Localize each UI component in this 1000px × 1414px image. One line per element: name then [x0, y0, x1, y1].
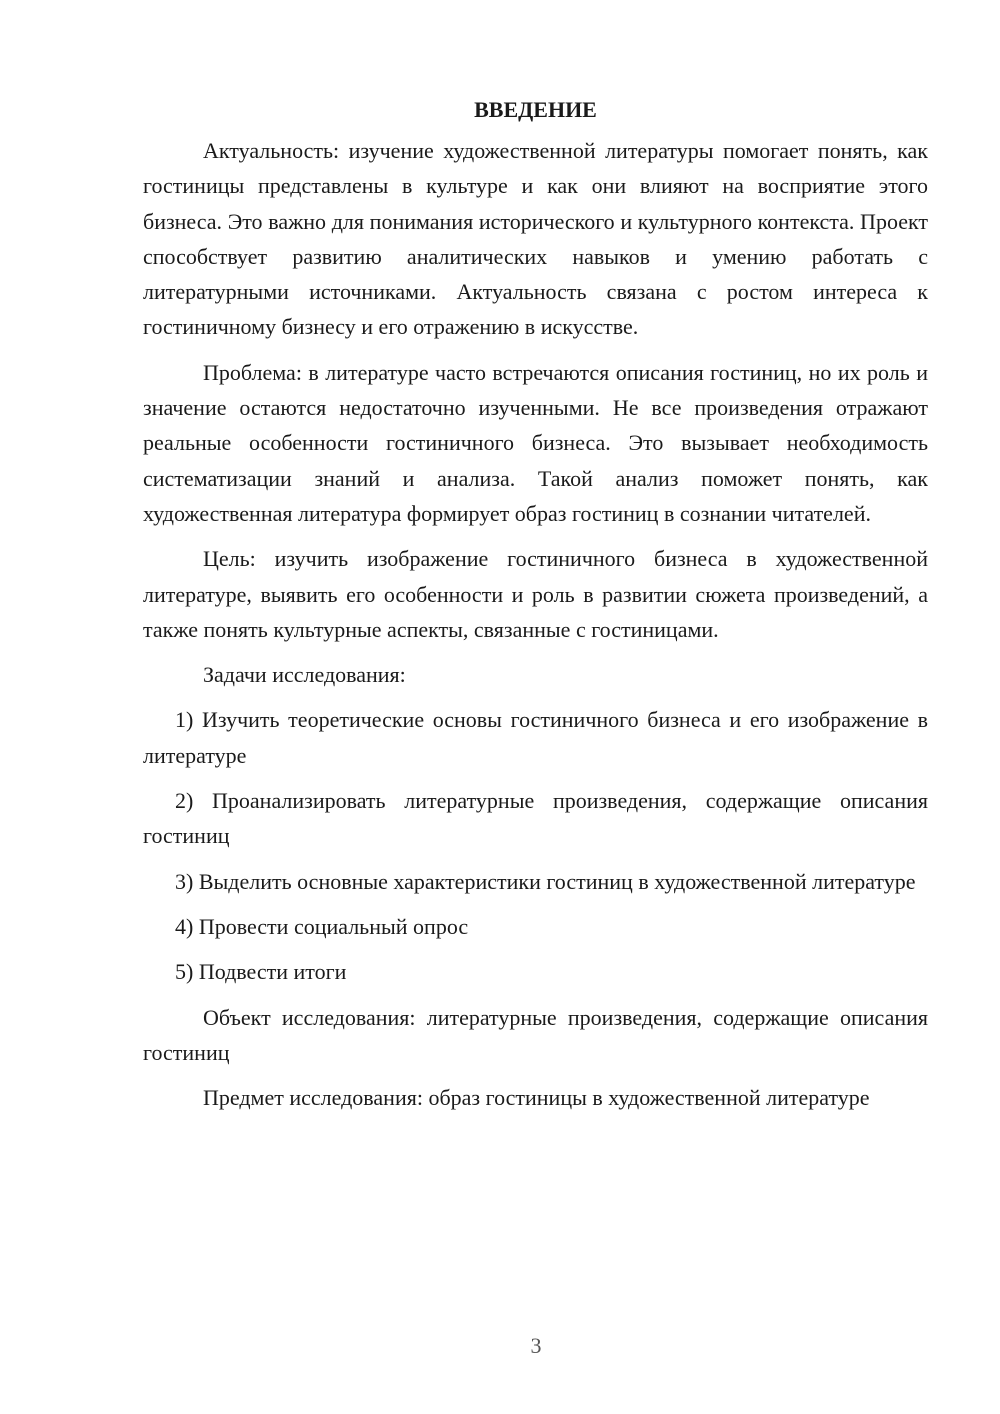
list-item: 5) Подвести итоги [175, 959, 347, 985]
list-item: 2) Проанализировать литературные произведения, содержащие описания гостиниц [143, 788, 928, 849]
paragraph-subject: Предмет исследования: образ гостиницы в художественной литературе [203, 1085, 870, 1111]
document-page [143, 94, 928, 1125]
page-title: ВВЕДЕНИЕ [474, 97, 597, 122]
list-item: 3) Выделить основные характеристики гостиниц в художественной литературе [175, 868, 916, 894]
tasks-list [143, 702, 928, 989]
tasks-heading: Задачи исследования: [203, 662, 406, 688]
page-number: 3 [530, 1333, 542, 1358]
paragraph-relevance: Актуальность: изучение художественной литературы помогает понять, как гостиницы представлены в культуре и как они влияют на восприятие этого бизнеса. Это важно для понимания исторического и культурного контекста. Проект способствует развитию аналитических навыков и умению работать с литературными источниками. Актуальность связана с ростом интереса к гостиничному бизнесу и его отражению в искусстве. [143, 138, 928, 340]
list-item: 4) Провести социальный опрос [175, 913, 469, 939]
list-item: 1) Изучить теоретические основы гостиничного бизнеса и его изображение в литературе [143, 707, 928, 768]
paragraph-object: Объект исследования: литературные произведения, содержащие описания гостиниц [143, 1004, 928, 1065]
paragraph-problem: Проблема: в литературе часто встречаются описания гостиниц, но их роль и значение остаются недостаточно изученными. Не все произведения отражают реальные особенности гостиничного бизнеса. Это вызывает необходимость систематизации знаний и анализа. Такой анализ поможет понять, как художественная литература формирует образ гостиниц в сознании читателей. [143, 359, 928, 526]
paragraph-goal: Цель: изучить изображение гостиничного бизнеса в художественной литературе, выявить его особенности и роль в развитии сюжета произведений, а также понять культурные аспекты, связанные с гостиницами. [143, 546, 928, 642]
